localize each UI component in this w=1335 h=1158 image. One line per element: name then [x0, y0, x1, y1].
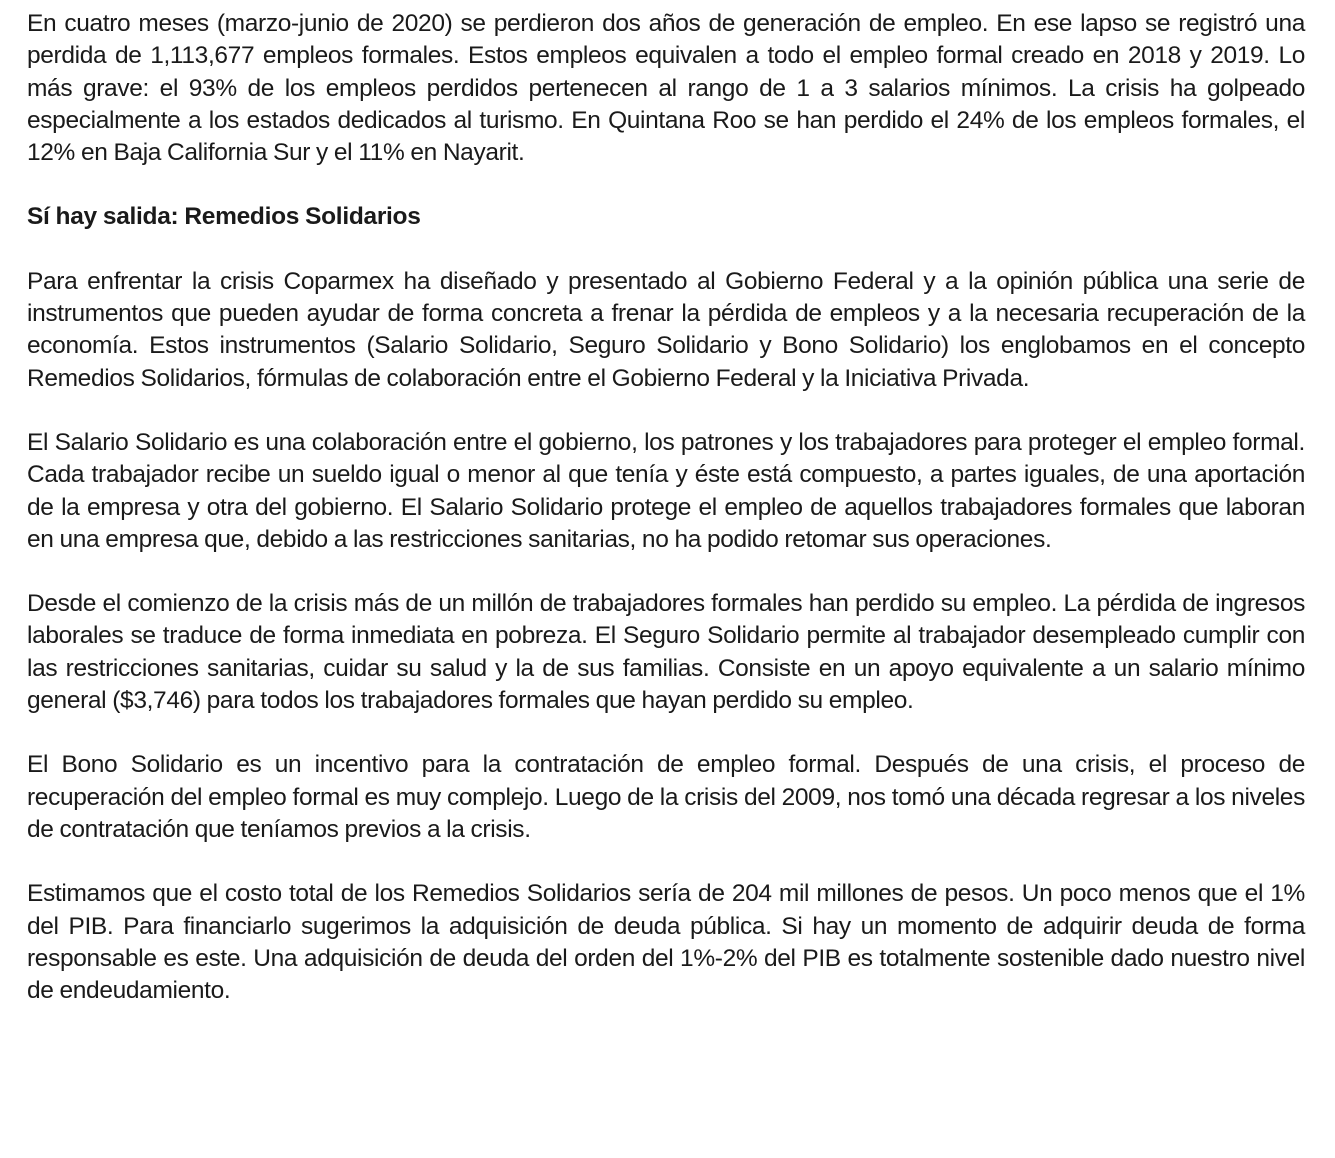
- paragraph-seguro-solidario: Desde el comienzo de la crisis más de un millón de trabajadores formales han perdido su empleo. La pérdida de ingresos laborales se traduce de forma inmediata en pobreza. El Seguro Solidario permite al trabajador desempleado cumplir con las restricciones sanitarias, cuidar su salud y la de sus familias. Consiste en un apoyo equivalente a un salario mínimo general ($3,746) para todos los trabajadores formales que hayan perdido su empleo.: [27, 590, 1305, 715]
- document-page: [27, 8, 1305, 1039]
- paragraph-bono-solidario: El Bono Solidario es un incentivo para la contratación de empleo formal. Después de una crisis, el proceso de recuperación del empleo formal es muy complejo. Luego de la crisis del 2009, nos tomó una década regresar a los niveles de contratación que teníamos previos a la crisis.: [27, 751, 1305, 843]
- paragraph-salario-solidario: El Salario Solidario es una colaboración entre el gobierno, los patrones y los trabajadores para proteger el empleo formal. Cada trabajador recibe un sueldo igual o menor al que tenía y éste está compuesto, a partes iguales, de una aportación de la empresa y otra del gobierno. El Salario Solidario protege el empleo de aquellos trabajadores formales que laboran en una empresa que, debido a las restricciones sanitarias, no ha podido retomar sus operaciones.: [27, 428, 1305, 553]
- section-heading: Sí hay salida: Remedios Solidarios: [27, 203, 421, 231]
- paragraph-remedios-solidarios: Para enfrentar la crisis Coparmex ha diseñado y presentado al Gobierno Federal y a la opinión pública una serie de instrumentos que pueden ayudar de forma concreta a frenar la pérdida de empleos y a la necesaria recuperación de la economía. Estos instrumentos (Salario Solidario, Seguro Solidario y Bono Solidario) los englobamos en el concepto Remedios Solidarios, fórmulas de colaboración entre el Gobierno Federal y la Iniciativa Privada.: [27, 267, 1305, 392]
- paragraph-costo-total: Estimamos que el costo total de los Remedios Solidarios sería de 204 mil millones de pesos. Un poco menos que el 1% del PIB. Para financiarlo sugerimos la adquisición de deuda pública. Si hay un momento de adquirir deuda de forma responsable es este. Una adquisición de deuda del orden del 1%-2% del PIB es totalmente sostenible dado nuestro nivel de endeudamiento.: [27, 880, 1305, 1005]
- intro-paragraph: En cuatro meses (marzo-junio de 2020) se perdieron dos años de generación de empleo. En ese lapso se registró una perdida de 1,113,677 empleos formales. Estos empleos equivalen a todo el empleo formal creado en 2018 y 2019. Lo más grave: el 93% de los empleos perdidos pertenecen al rango de 1 a 3 salarios mínimos. La crisis ha golpeado especialmente a los estados dedicados al turismo. En Quintana Roo se han perdido el 24% de los empleos formales, el 12% en Baja California Sur y el 11% en Nayarit.: [27, 10, 1305, 167]
